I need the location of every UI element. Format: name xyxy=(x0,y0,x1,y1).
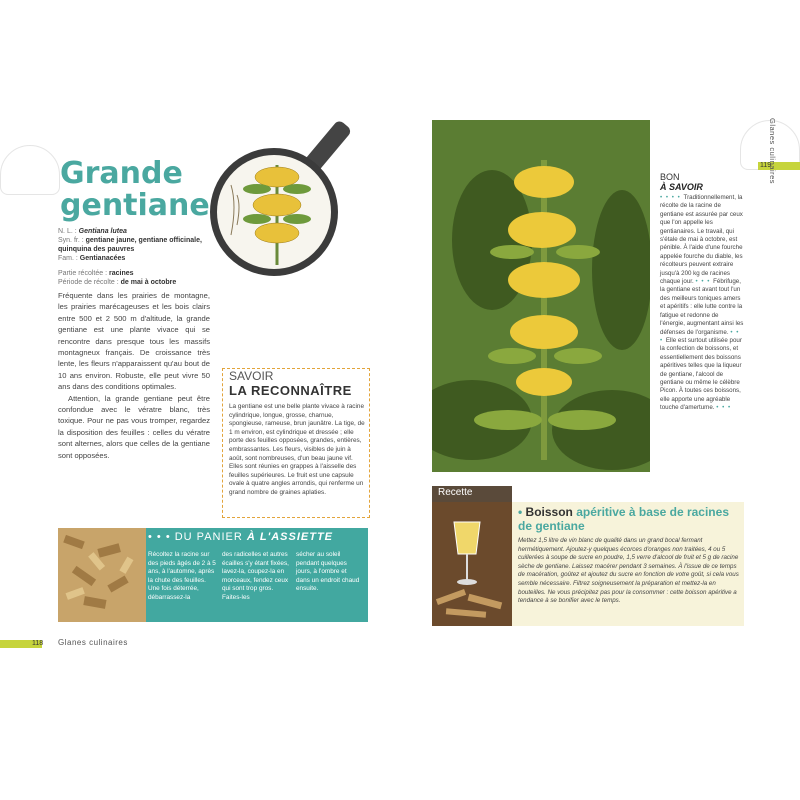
recette-tab-label: Recette xyxy=(438,487,473,498)
basket-illustration xyxy=(0,145,60,195)
recette-title-b: apéritive à base de racines de gentiane xyxy=(518,505,729,533)
recette-title xyxy=(518,505,738,533)
partie-value: racines xyxy=(108,270,134,277)
page-number-badge xyxy=(758,162,800,170)
bon-paragraph: Traditionnellement, la récolte de la racine de gentiane est assurée par ceux que l'on appelle les gentianaires. Le travail, qui s'étale de mai à octobre, est pénible. À l'aide d'une fourche appelée fourche du diable, les récolteurs peuvent extraire jusqu'à 200 kg de racines chaque jour. xyxy=(660,194,743,286)
recette-text: Mettez 1,5 litre de vin blanc de qualité dans un grand bocal fermant hermétiquement. Ajoutez-y quelques écorces d'oranges non traitées, 4 ou 5 cuillerées à soupe de sucre en poudre, 1,5 verre d'alcool de fruit et 5 g de racine sèche de gentiane. Laissez macérer pendant 3 semaines. À l'issue de ce temps de macération, goûtez et ajoutez du sucre en fonction de votre goût, si cela vous semble nécessaire. Filtrez soigneusement la préparation et mettez-la en bouteilles. Ne vous précipitez pas pour la consommer : cette boisson apéritive a tendance à se bonifier avec le temps. xyxy=(518,537,739,605)
syn-label: Syn. fr. : xyxy=(58,237,84,244)
bon-heading: BON xyxy=(660,172,680,182)
savoir-heading: SAVOIR xyxy=(229,369,274,383)
savoir-text: La gentiane est une belle plante vivace à racine cylindrique, longue, grosse, charnue, spongieuse, rameuse, brun jaunâtre. La tige, de 1 m environ, est cylindrique et dressée ; elle porte des feuilles opposées, grandes, entières, embrassantes. Les fleurs, visibles de juin à août, sont nombreuses, d'un beau jaune vif. Elles sont réunies en grappes à l'aisselle des feuilles supérieures. Le fruit est une capsule ovale à quatre angles arrondis, qui renferme un grand nombre de graines aplaties. xyxy=(229,403,365,496)
dots-icon: • • • xyxy=(716,404,732,412)
periode-value: de mai à octobre xyxy=(120,279,177,286)
panier-heading-b: À L'ASSIETTE xyxy=(246,531,334,543)
savoir-box xyxy=(222,368,370,518)
dried-root-image xyxy=(58,528,146,622)
dots-icon: • • • xyxy=(695,278,714,286)
dots-icon: • • • • xyxy=(660,194,684,201)
recette-title-a: Boisson xyxy=(525,505,573,519)
recette-tab xyxy=(432,486,512,502)
bon-text xyxy=(660,194,744,413)
savoir-subheading: LA RECONNAÎTRE xyxy=(229,383,352,398)
gentian-plant-icon xyxy=(432,120,650,472)
panier-column-1: Récoltez la racine sur des pieds âgés de 2 à 5 ans, à l'automne, après la chute des feuilles. Une fois déterrée, débarrassez-la xyxy=(148,551,216,601)
panier-heading xyxy=(148,531,333,543)
dots-icon: • xyxy=(518,505,526,519)
nl-value: Gentiana lutea xyxy=(78,228,127,235)
bon-subheading: À SAVOIR xyxy=(660,182,703,192)
body-text xyxy=(58,290,210,461)
syn-value-2: quinquina des pauvres xyxy=(58,246,135,253)
periode-label: Période de récolte : xyxy=(58,279,119,286)
liqueur-glass-icon xyxy=(432,502,512,626)
dots-icon: • • • xyxy=(148,531,175,543)
bon-paragraph: Elle est surtout utilisée pour la confection de boissons, et essentiellement des boissons apéritives telles que la liqueur de gentiane, l'alcool de gentiane ou même le célèbre Picon. À toutes ces boissons, elle apporte une agréable touche d'amertume. xyxy=(660,336,742,412)
gentian-photo xyxy=(432,120,650,472)
magnifier-illustration xyxy=(210,148,338,276)
fam-label: Fam. : xyxy=(58,255,78,262)
page-number-badge xyxy=(0,640,42,648)
running-footer: Glanes culinaires xyxy=(58,638,128,647)
panier-heading-a: DU PANIER xyxy=(174,531,243,543)
botanical-drawing-icon xyxy=(217,155,331,269)
fam-value: Gentianacées xyxy=(79,255,126,262)
panier-column-2: des radicelles et autres écailles s'y étant fixées, lavez-la, coupez-la en morceaux, fendez ceux qui sont trop gros. Faites-les xyxy=(222,551,289,601)
body-paragraph: Fréquente dans les prairies de montagne, les prairies marécageuses et les bois clairs entre 500 et 2 500 m d'altitude, la grande gentiane est une plante vivace qui se rencontre dans presque tous les massifs montagneux français. De croissance très lente, les fleurs n'apparaissent qu'au bout de 10 ans environ. Robuste, elle peut vivre 50 ans dans des conditions optimales. xyxy=(58,291,210,392)
plant-metadata xyxy=(58,227,238,287)
body-paragraph: Attention, la grande gentiane peut être confondue avec le vératre blanc, très toxique. Pour ne pas vous tromper, regardez la disposition des feuilles : celles du vératre sont alternes, alors que celles de la gentiane sont opposées. xyxy=(58,393,210,460)
root-chips-icon xyxy=(58,528,146,622)
partie-label: Partie récoltée : xyxy=(58,270,108,277)
title-line-1: Grande xyxy=(60,156,183,191)
page-number: 119 xyxy=(760,162,772,169)
bon-paragraph: Fébrifuge, la gentiane est avant tout l'un des meilleurs toniques amers et apéritifs : elle lutte contre la fatigue et redonne de l'énergie, augmentant ainsi les défenses de l'organisme. xyxy=(660,278,744,336)
title-line-2: gentiane xyxy=(60,188,210,223)
liqueur-image xyxy=(432,502,512,626)
nl-label: N. L. : xyxy=(58,228,77,235)
dots-icon: • • • xyxy=(660,328,740,344)
syn-value-1: gentiane jaune, gentiane officinale, xyxy=(85,237,202,244)
panier-column-3: sécher au soleil pendant quelques jours, à l'ombre et dans un endroit chaud ensuite. xyxy=(296,551,360,593)
running-footer: Glanes culinaires xyxy=(768,118,777,185)
page-number: 118 xyxy=(32,640,44,647)
